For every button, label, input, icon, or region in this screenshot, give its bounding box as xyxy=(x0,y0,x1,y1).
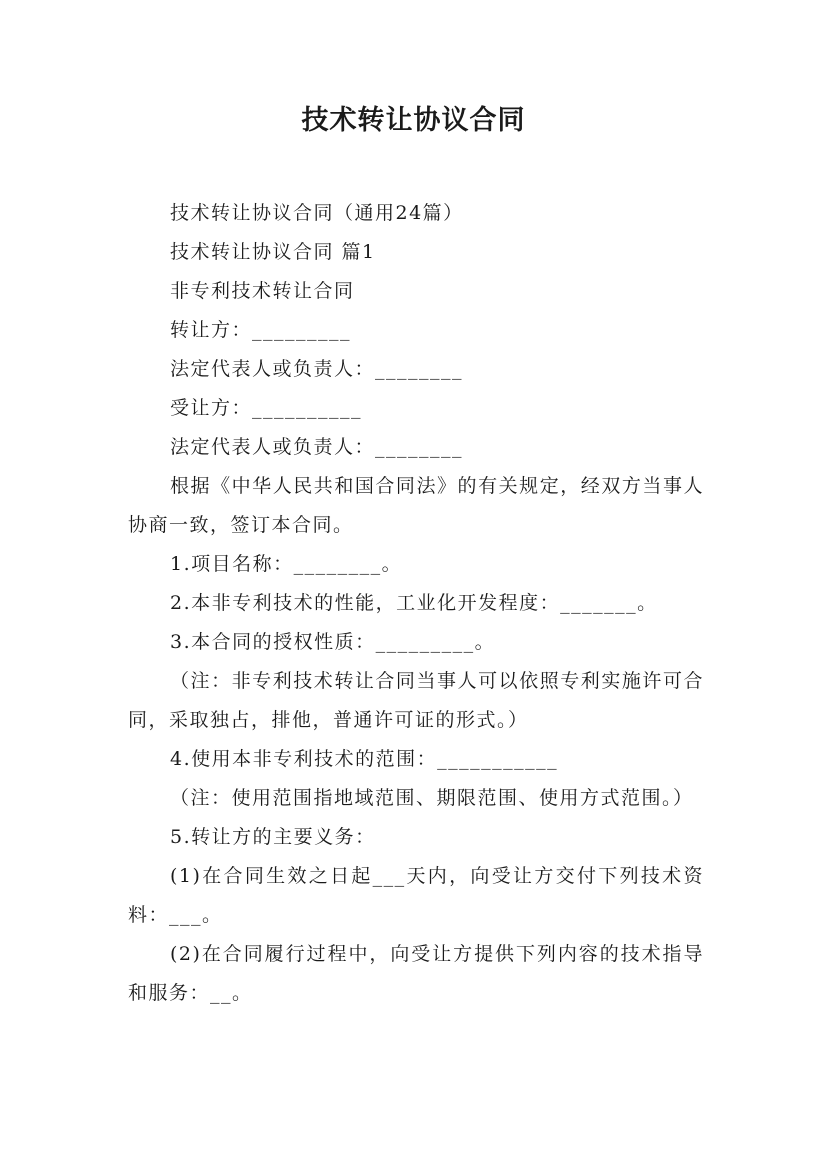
paragraph: 转让方：_________ xyxy=(170,319,352,341)
paragraph: 4.使用本非专利技术的范围：___________ xyxy=(170,748,559,770)
document-body xyxy=(128,194,704,1013)
paragraph: (2)在合同履行过程中，向受让方提供下列内容的技术指导和服务：__。 xyxy=(128,943,704,1004)
paragraph: 2.本非专利技术的性能，工业化开发程度：_______。 xyxy=(170,592,658,614)
paragraph: (1)在合同生效之日起___天内，向受让方交付下列技术资料：___。 xyxy=(128,865,704,926)
paragraph: 技术转让协议合同 篇1 xyxy=(170,241,376,263)
paragraph: 受让方：__________ xyxy=(170,397,363,419)
paragraph: 根据《中华人民共和国合同法》的有关规定，经双方当事人协商一致，签订本合同。 xyxy=(128,475,704,536)
paragraph: 法定代表人或负责人：________ xyxy=(170,436,464,458)
paragraph: 技术转让协议合同（通用24篇） xyxy=(170,202,464,224)
paragraph: 非专利技术转让合同 xyxy=(170,280,355,302)
paragraph: 3.本合同的授权性质：_________。 xyxy=(170,631,496,653)
document-title: 技术转让协议合同 xyxy=(301,105,526,136)
paragraph: （注：使用范围指地域范围、期限范围、使用方式范围。） xyxy=(170,787,694,809)
paragraph: 法定代表人或负责人：________ xyxy=(170,358,464,380)
paragraph: 5.转让方的主要义务： xyxy=(170,826,376,848)
paragraph: （注：非专利技术转让合同当事人可以依照专利实施许可合同，采取独占，排他，普通许可证的形式。） xyxy=(128,670,704,731)
paragraph: 1.项目名称：________。 xyxy=(170,553,403,575)
